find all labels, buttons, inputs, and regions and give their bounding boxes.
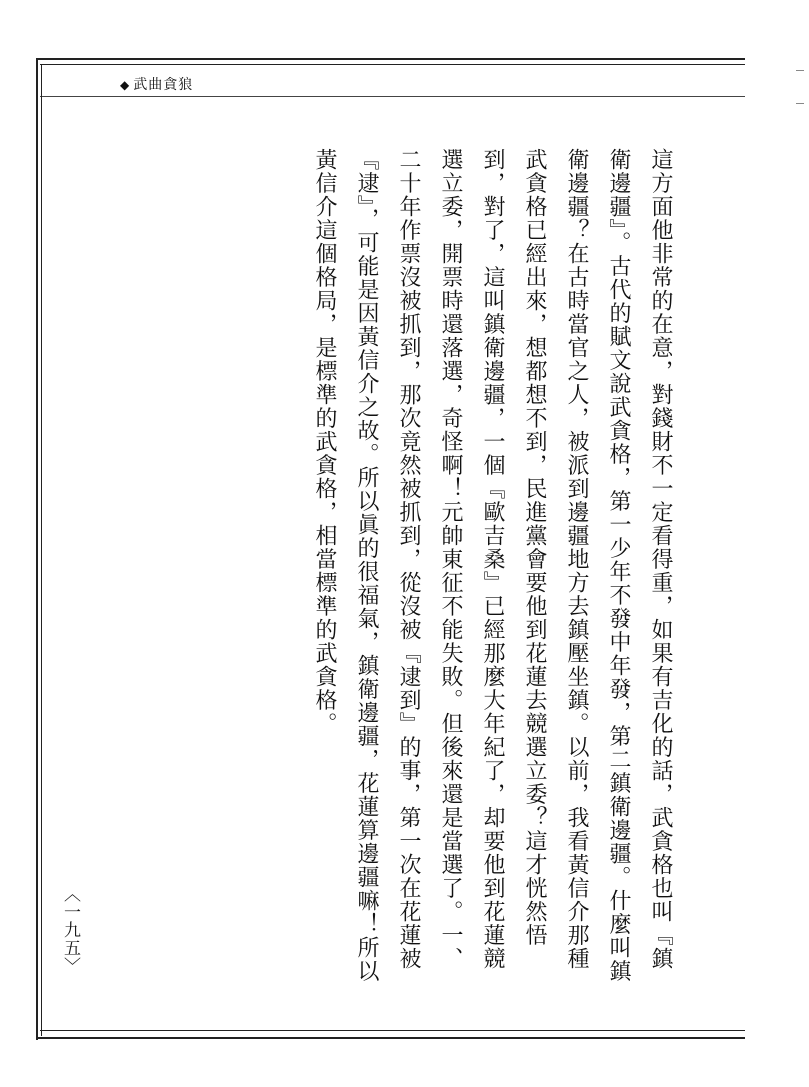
- margin-mark: [796, 70, 804, 71]
- margin-mark: [796, 103, 804, 104]
- paragraph: 這方面他非常的在意，對錢財不一定看得重，如果有吉化的話，武貪格也叫『鎮衛邊疆』。古代的賦文說武貪格，第一少年不發中年發，第二鎮衛邊疆。什麼叫鎮衛邊疆？在古時當官之人，被派到邊疆地方去鎮壓坐鎮。以前，我看黃信介那種武貪格已經出來，想都想不到，民進黨會要他到花蓮去競選立委？這才恍然悟到，對了，這叫鎮衛邊疆，一個『歐吉桑』已經那麼大年紀了，却要他到花蓮競選立委，開票時還落選，奇怪啊！元帥東征不能失敗。但後來還是當選了。一、二十年作票沒被抓到，那次竟然被抓到，從沒被『逮到』的事，第一次在花蓮被『逮』，可能是因黃信介之故。所以眞的很福氣，鎮衛邊疆，花蓮算邊疆嘛！所以黃信介這個格局，是標準的武貪格，相當標準的武貪格。: [312, 148, 673, 983]
- top-rule-inner: [40, 64, 745, 65]
- diamond-icon: ◆: [120, 78, 131, 92]
- header-underline: [40, 96, 745, 97]
- page-number: 〈一九五〉: [60, 885, 80, 975]
- body-text: [241, 148, 681, 988]
- running-header: [120, 74, 193, 94]
- left-rule-inner: [41, 64, 42, 1036]
- bottom-rule-inner: [40, 1030, 745, 1031]
- left-rule-outer: [36, 58, 38, 1040]
- top-rule-outer: [36, 58, 745, 60]
- bottom-rule-outer: [36, 1037, 745, 1039]
- header-title: 武曲貪狼: [133, 77, 194, 93]
